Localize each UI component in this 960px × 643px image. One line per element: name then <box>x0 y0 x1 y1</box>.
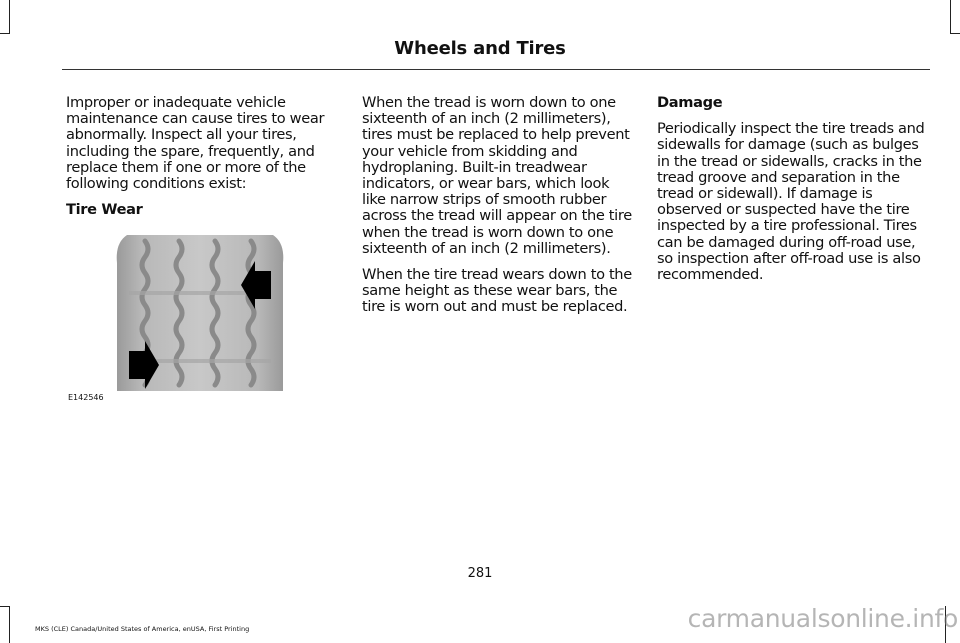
watermark: carmanualsonline.info <box>687 604 958 633</box>
crop-mark <box>0 606 10 607</box>
wear-bar-paragraph: When the tire tread wears down to the same height as these wear bars, the tire is worn out and must be replaced. <box>362 266 632 316</box>
figure-label: E142546 <box>68 393 104 402</box>
crop-mark <box>0 33 10 34</box>
tire-tread-image <box>115 233 285 393</box>
page-number: 281 <box>467 566 493 581</box>
header-divider <box>62 69 930 70</box>
intro-paragraph: Improper or inadequate vehicle maintenance can cause tires to wear abnormally. Inspect all your tires, including the spare, frequently, and replace them if one or more of the following conditions exist: <box>66 94 325 193</box>
crop-mark <box>950 33 960 34</box>
tire-tread-illustration <box>115 233 285 393</box>
edition-footer: MKS (CLE) Canada/United States of America, enUSA, First Printing <box>35 625 250 633</box>
section-heading-damage: Damage <box>657 94 723 111</box>
page-title: Wheels and Tires <box>394 38 566 59</box>
crop-mark <box>950 0 951 34</box>
column-1 <box>66 95 342 228</box>
section-heading-tire-wear: Tire Wear <box>66 201 143 219</box>
damage-paragraph: Periodically inspect the tire treads and sidewalls for damage (such as bulges in the tread or sidewalls, cracks in the tread groove and separation in the tread or sidewall). If damage is observed or suspected have the tire inspected by a tire professional. Tires can be damaged during off-road use, so inspection after off-road use is also recommended. <box>657 120 925 284</box>
column-3 <box>657 95 933 293</box>
tread-wear-paragraph: When the tread is worn down to one sixteenth of an inch (2 millimeters), tires must be replaced to help prevent your vehicle from skidding and hydroplaning. Built-in treadwear indicators, or wear bars, which look like narrow strips of smooth rubber across the tread will appear on the tire when the tread is worn down to one sixteenth of an inch (2 millimeters). <box>362 94 632 257</box>
crop-mark <box>9 606 10 643</box>
column-2 <box>362 95 636 326</box>
crop-mark <box>9 0 10 34</box>
